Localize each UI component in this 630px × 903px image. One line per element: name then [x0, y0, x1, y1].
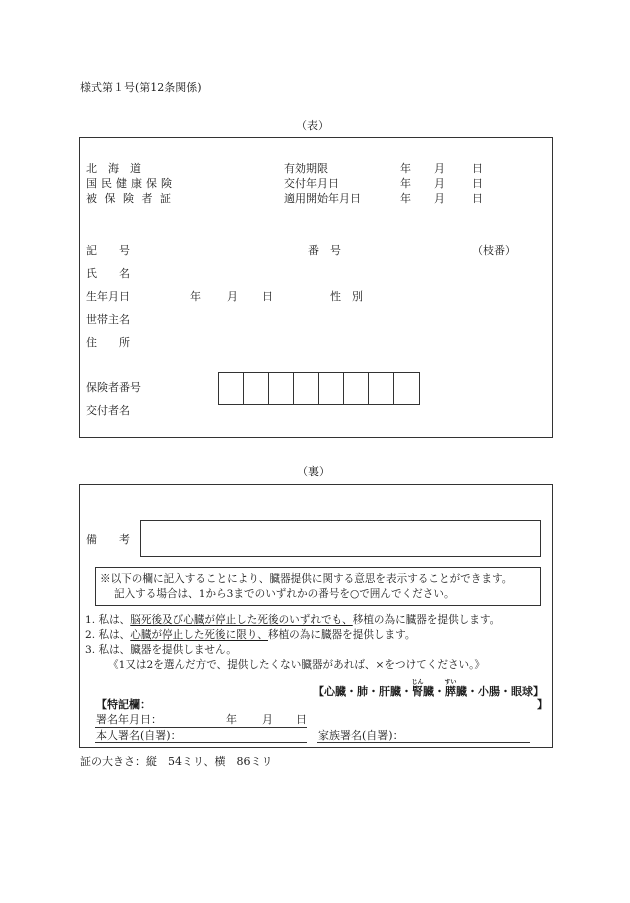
birth-year: 年: [190, 290, 201, 303]
special-notes-close: 】: [537, 698, 548, 711]
notice-line2: 記入する場合は、1から3までのいずれかの番号を○で囲んでください。: [114, 588, 455, 600]
birth-month: 月: [227, 290, 238, 303]
issuer-label: 交付者名: [86, 404, 130, 417]
insurer-digit-box[interactable]: [394, 373, 419, 404]
option-2: [85, 630, 415, 641]
option-2-condition: 心臓が停止した死後に限り、: [130, 629, 268, 641]
sign-month: 月: [262, 713, 273, 726]
symbol-label: 記 号: [86, 244, 130, 257]
insurer-digit-box[interactable]: [344, 373, 369, 404]
family-signature-line[interactable]: [317, 742, 530, 743]
option-2-prefix: 2. 私は、: [85, 629, 131, 641]
card-size-note: 証の大きさ：縦 54ミリ、横 86ミリ: [80, 755, 273, 768]
organ-kidney: 腎じん: [411, 679, 424, 698]
validity-month: 月: [434, 162, 445, 175]
option-note: 《1又は2を選んだ方で、提供したくない臓器があれば、×をつけてください。》: [108, 659, 486, 671]
sign-year: 年: [226, 713, 237, 726]
gender-label: 性 別: [330, 290, 363, 303]
start-day: 日: [472, 192, 483, 205]
branch-number-label: （枝番）: [472, 244, 516, 257]
self-signature-label: 本人署名(自署)：: [96, 729, 182, 742]
birthdate-label: 生年月日: [86, 290, 130, 303]
card-title-line1: 北 海 道: [86, 162, 141, 175]
option-1-condition: 脳死後及び心臓が停止した死後のいずれでも、: [130, 614, 353, 626]
notice-line1: ※以下の欄に記入することにより、臓器提供に関する意思を表示することができます。: [100, 573, 513, 585]
notice-box: [95, 567, 541, 606]
option-1-prefix: 1. 私は、: [85, 614, 131, 626]
validity-year: 年: [400, 162, 411, 175]
issue-month: 月: [434, 177, 445, 190]
validity-day: 日: [472, 162, 483, 175]
option-2-suffix: 移植の為に臓器を提供します。: [267, 629, 416, 641]
number-label: 番 号: [308, 244, 341, 257]
issue-year: 年: [400, 177, 411, 190]
insurer-number-label: 保険者番号: [86, 381, 141, 394]
option-1: [85, 615, 500, 626]
form-number: 様式第１号(第12条関係): [80, 81, 202, 94]
validity-label: 有効期限: [284, 162, 328, 175]
sign-date-underline: [95, 727, 307, 728]
special-notes-label: 【特記欄：: [96, 698, 151, 711]
family-signature-label: 家族署名(自署)：: [318, 729, 404, 742]
organ-list: 【心臓・肺・肝臓・腎じん臓・膵すい臓・小腸・眼球】: [312, 679, 544, 698]
insurer-digit-box[interactable]: [219, 373, 244, 404]
start-month: 月: [434, 192, 445, 205]
card-title-line3: 被 保 険 者 証: [86, 192, 173, 205]
issue-day: 日: [472, 177, 483, 190]
organ-pancreas: 膵すい: [444, 679, 457, 698]
option-1-suffix: 移植の為に臓器を提供します。: [352, 614, 501, 626]
insurer-digit-box[interactable]: [294, 373, 319, 404]
insurer-digit-box[interactable]: [369, 373, 394, 404]
start-year: 年: [400, 192, 411, 205]
back-card: [79, 484, 553, 748]
insurer-digit-box[interactable]: [319, 373, 344, 404]
issue-date-label: 交付年月日: [284, 177, 339, 190]
insurer-digit-box[interactable]: [269, 373, 294, 404]
household-head-label: 世帯主名: [86, 313, 130, 326]
remarks-field[interactable]: [140, 520, 541, 557]
self-signature-line[interactable]: [95, 742, 307, 743]
sign-date-label: 署名年月日：: [96, 713, 162, 726]
start-date-label: 適用開始年月日: [284, 192, 361, 205]
sign-day: 日: [296, 713, 307, 726]
option-3: 3. 私は、臓器を提供しません。: [85, 644, 237, 656]
insurer-digit-box[interactable]: [244, 373, 269, 404]
remarks-label: 備 考: [86, 533, 130, 546]
name-label: 氏 名: [86, 267, 130, 280]
insurer-number-boxes: [218, 372, 420, 405]
card-title-line2: 国民健康保険: [86, 177, 176, 190]
address-label: 住 所: [86, 336, 130, 349]
organ-list-prefix: 【心臓・肺・肝臓・: [312, 685, 412, 698]
back-side-label: （裏）: [297, 465, 330, 478]
birth-day: 日: [262, 290, 273, 303]
front-side-label: （表）: [296, 119, 329, 132]
front-card: [79, 137, 553, 438]
organ-list-suffix: 臓・小腸・眼球】: [455, 685, 544, 698]
